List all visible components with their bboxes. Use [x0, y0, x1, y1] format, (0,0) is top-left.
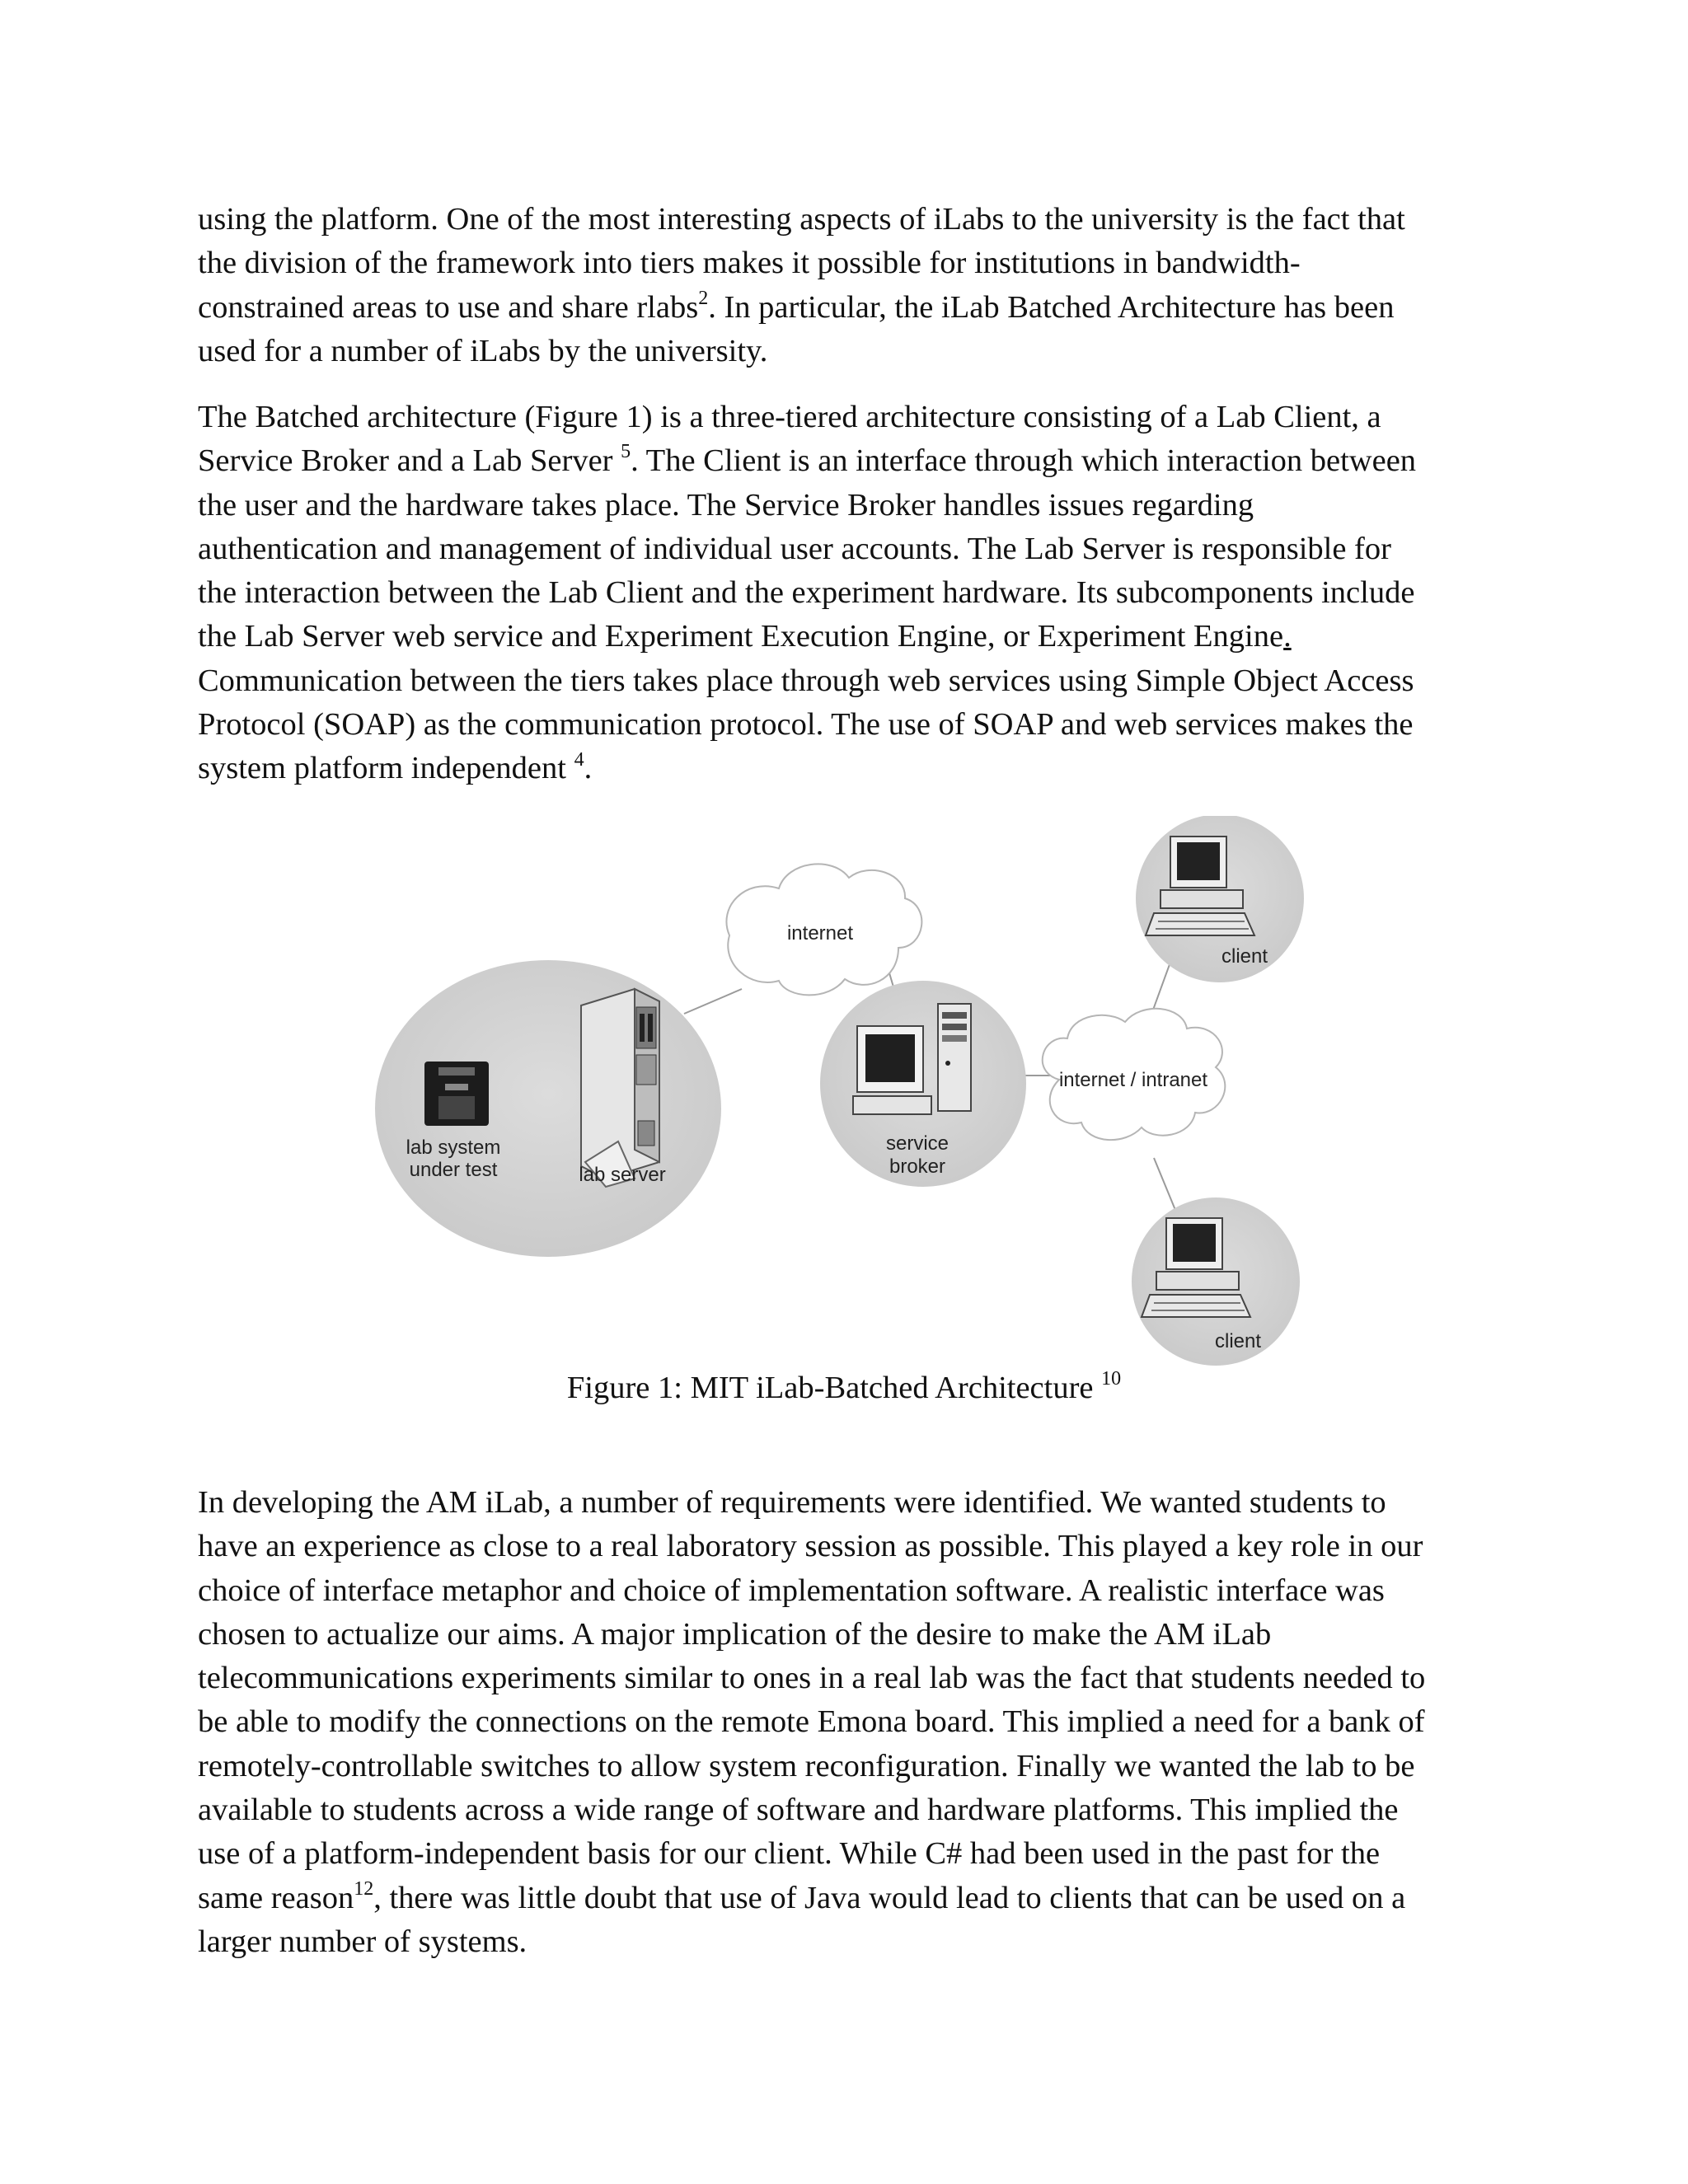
citation-ref: 10 — [1101, 1368, 1122, 1390]
text-segment: same reason — [198, 1880, 354, 1915]
internet-intranet-cloud — [1043, 1009, 1226, 1140]
internet-label: internet — [786, 922, 854, 944]
text-line: telecommunications experiments similar to ones in a real lab was the fact that students needed to — [198, 1661, 1426, 1696]
client-bottom-group — [1132, 1197, 1300, 1366]
text-line: In developing the AM iLab, a number of requirements were identified. We wanted students to — [198, 1485, 1386, 1520]
text-line: authentication and management of individual user accounts. The Lab Server is responsible for — [198, 531, 1391, 566]
text-line: larger number of systems. — [198, 1924, 528, 1959]
lab-server-label: lab server — [579, 1164, 666, 1186]
underlined-period: . — [1283, 619, 1292, 654]
architecture-diagram — [371, 816, 1319, 1376]
text-segment: , there was little doubt that use of Java would lead to clients that can be used on a — [373, 1880, 1406, 1915]
caption-text: Figure 1: MIT iLab-Batched Architecture — [566, 1371, 1102, 1405]
text-line: remotely-controllable switches to allow system reconfiguration. Finally we wanted the lab to be — [198, 1748, 1415, 1783]
citation-ref: 12 — [354, 1877, 374, 1900]
server-tower-icon — [581, 989, 659, 1187]
text-segment: . In particular, the iLab Batched Architecture has been — [708, 289, 1395, 325]
text-line — [198, 1877, 1517, 1920]
text-line: used for a number of iLabs by the university. — [198, 333, 768, 368]
text-line: Protocol (SOAP) as the communication protocol. The use of SOAP and web services makes the — [198, 707, 1414, 743]
service-label-1: service — [885, 1132, 950, 1155]
citation-ref: 5 — [621, 441, 631, 463]
internet-cloud — [726, 864, 921, 995]
paragraph-2 — [198, 396, 1517, 791]
text-segment: system platform independent — [198, 751, 574, 786]
lab-system-label-1: lab system — [406, 1137, 501, 1159]
citation-ref: 4 — [574, 748, 584, 771]
client-top-label: client — [1221, 945, 1268, 968]
text-segment: constrained areas to use and share rlabs — [198, 289, 699, 325]
text-line: the interaction between the Lab Client and the experiment hardware. Its subcomponents include — [198, 575, 1415, 611]
internet-intranet-label: internet / intranet — [1058, 1069, 1208, 1091]
text-line: Communication between the tiers takes place through web services using Simple Object Access — [198, 663, 1414, 698]
text-segment: Service Broker and a Lab Server — [198, 443, 621, 479]
text-line — [198, 286, 1517, 330]
citation-ref: 2 — [698, 287, 709, 309]
text-line: The Batched architecture (Figure 1) is a three-tiered architecture consisting of a Lab Client, a — [198, 400, 1381, 434]
text-line: chosen to actualize our aims. A major implication of the desire to make the AM iLab — [198, 1616, 1272, 1652]
text-segment: . — [584, 751, 593, 786]
text-line — [198, 615, 1517, 658]
text-segment: . The Client is an interface through which interaction between — [631, 443, 1417, 479]
text-line: the division of the framework into tiers makes it possible for institutions in bandwidth- — [198, 246, 1301, 281]
text-line: available to students across a wide range of software and hardware platforms. This implied the — [198, 1793, 1399, 1828]
text-line: have an experience as close to a real laboratory session as possible. This played a key role in our — [198, 1529, 1423, 1564]
lab-server-group — [375, 960, 721, 1257]
service-broker-group — [820, 981, 1026, 1187]
text-line: use of a platform-independent basis for our client. While C# had been used in the past for the — [198, 1836, 1381, 1872]
text-line: choice of interface metaphor and choice of implementation software. A realistic interface was — [198, 1572, 1385, 1608]
text-line — [198, 439, 1517, 483]
text-line — [198, 747, 1517, 790]
client-bottom-label: client — [1214, 1330, 1262, 1352]
text-line: be able to modify the connections on the remote Emona board. This implied a need for a bank of — [198, 1704, 1425, 1740]
client-top-group — [1136, 816, 1304, 982]
lab-system-label-2: under test — [409, 1159, 498, 1181]
service-label-2: broker — [889, 1155, 946, 1178]
figure-caption — [0, 1370, 1688, 1406]
text-segment: the Lab Server web service and Experiment Execution Engine, or Experiment Engine — [198, 619, 1284, 654]
lab-system-icon — [424, 1062, 489, 1126]
paragraph-3 — [198, 1481, 1517, 1964]
text-line: the user and the hardware takes place. The Service Broker handles issues regarding — [198, 487, 1254, 523]
text-line: using the platform. One of the most interesting aspects of iLabs to the university is the fact that — [198, 202, 1405, 237]
paragraph-1 — [198, 198, 1517, 373]
